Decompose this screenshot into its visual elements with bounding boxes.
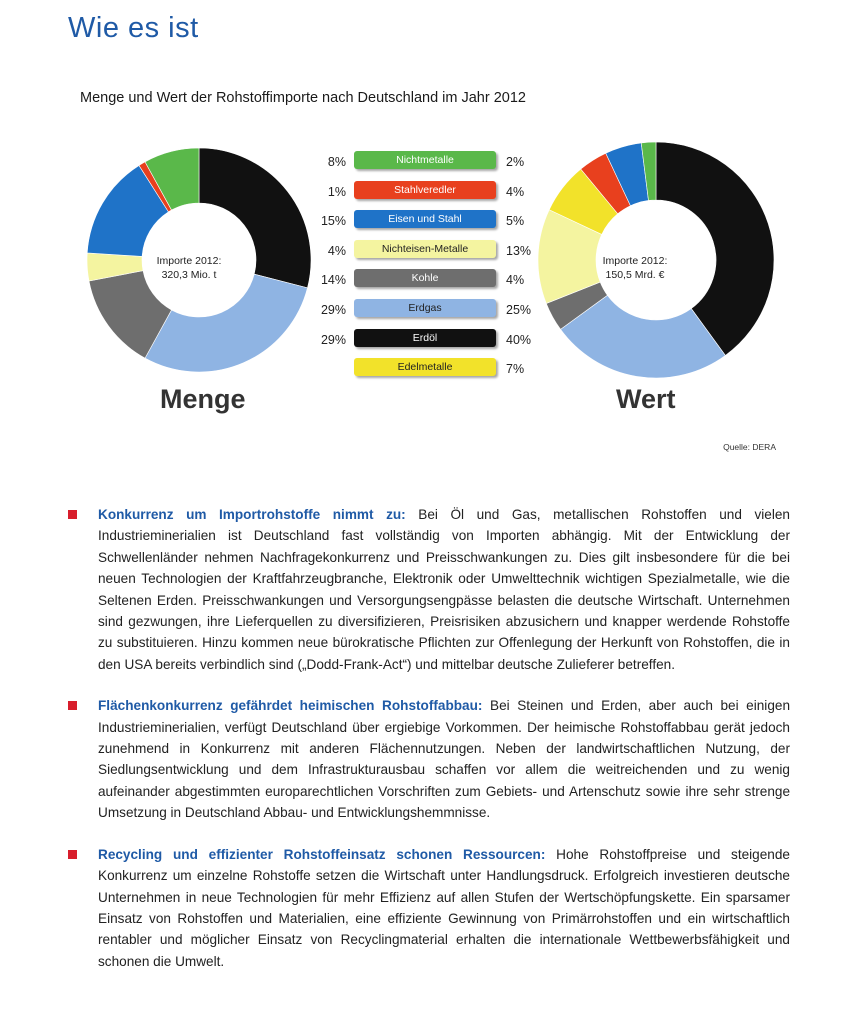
chart-panel (64, 80, 786, 455)
legend-percent-menge: 14% (320, 273, 346, 288)
donut-center-wert (570, 254, 700, 282)
legend-row (302, 298, 562, 328)
page-title: Wie es ist (68, 12, 199, 44)
center-line-1: Importe 2012: (602, 255, 668, 267)
center-line-1: Importe 2012: (156, 255, 222, 267)
legend-row (302, 357, 562, 387)
chart-legend (302, 150, 562, 387)
section-text (98, 504, 790, 675)
legend-percent-wert: 4% (506, 273, 525, 288)
legend-row (302, 209, 562, 239)
legend-percent-wert: 13% (506, 243, 532, 258)
bullet-square-icon (68, 701, 77, 710)
legend-row (302, 239, 562, 269)
donut-slice-menge-erdgas (145, 274, 307, 372)
legend-percent-menge: 15% (320, 214, 346, 229)
text-sections (68, 504, 790, 992)
section-importrohstoffe (68, 504, 790, 675)
legend-percent-wert: 2% (506, 155, 525, 169)
legend-bar: Nichteisen-Metalle (354, 240, 496, 258)
legend-percent-wert: 7% (506, 362, 525, 377)
section-text (98, 844, 790, 972)
legend-row (302, 180, 562, 210)
section-heading: Recycling und effizienter Rohstoffeinsatz schonen Ressourcen: (98, 846, 546, 862)
section-body: Hohe Rohstoffpreise und steigende Konkurrenz um einzelne Rohstoffe setzen die Wirtschaft unter Handlungsdruck. Erfolgreich investieren deutsche Unternehmen in neue Technologien für mehr Effizienz auf allen Stufen der Wertschöpfungskette. Ein sparsamer Einsatz von Rohstoffen und Materialien, eine effiziente Gewinnung von Primärrohstoffen und ein wirtschaftlich rentabler und möglicher Einsatz von Recyclingmaterial erhalten die internationale Wettbewerbsfähigkeit und schonen die Umwelt. (98, 846, 790, 969)
legend-percent-wert: 5% (506, 214, 525, 229)
legend-bar: Stahlveredler (354, 181, 496, 199)
section-flaechenkonkurrenz (68, 695, 790, 823)
bullet-square-icon (68, 510, 77, 519)
legend-bar: Erdgas (354, 299, 496, 317)
bullet-square-icon (68, 850, 77, 859)
legend-bar: Kohle (354, 269, 496, 287)
center-line-2: 150,5 Mrd. € (605, 269, 665, 281)
section-heading: Konkurrenz um Importrohstoffe nimmt zu: (98, 507, 406, 522)
legend-percent-wert: 40% (506, 332, 532, 347)
legend-bar: Edelmetalle (354, 358, 496, 376)
section-body: Bei Öl und Gas, metallischen Rohstoffen und vielen Industrieminerialien ist Deutschland fast vollständig von Importen abhängig. Mit der Entwicklung der Schwellenländer nehmen Nachfragekonkurrenz und Preisschwankungen zu. Dies gilt insbesondere für die bei neuen Technologien der Kraftfahrzeugbranche, Elektronik oder Umwelttechnik wichtigen Spezialmetalle, wie die Seltenen Erden. Preisschwankungen und Versorgungsengpässe belasten die deutsche Wirtschaft. Unternehmen sind gezwungen, ihre Lieferquellen zu diversifizieren, Preisrisiken abzusichern und knapper werdende Rohstoffe zu substituieren. Hinzu kommen neue bürokratische Pflichten zur Offenlegung der Herkunft von Rohstoffen, die in den USA bereits verbindlich sind („Dodd-Frank-Act“) und mittelbar deutsche Zulieferer betreffen. (98, 507, 790, 672)
legend-bar: Eisen und Stahl (354, 210, 496, 228)
legend-row (302, 328, 562, 358)
legend-percent-menge: 29% (320, 302, 346, 317)
legend-percent-menge: 29% (320, 332, 346, 347)
legend-bar: Erdöl (354, 329, 496, 347)
donut-center-menge (124, 254, 254, 282)
section-text (98, 695, 790, 823)
chart-title: Menge und Wert der Rohstoffimporte nach Deutschland im Jahr 2012 (80, 90, 526, 106)
legend-percent-menge: 4% (327, 243, 346, 258)
section-body: Bei Steinen und Erden, aber auch bei einigen Industrieminerialien, verfügt Deutschland über ergiebige Vorkommen. Der heimische Rohstoffabbau gerät jedoch zunehmend in Konkurrenz mit anderen Flächennutzungen. Neben der landwirtschaftlichen Nutzung, der Siedlungsentwicklung und dem Infrastrukturausbau schaffen vor allem die weitreichenden und zu wenig aufeinander abgestimmten europarechtlichen Vorschriften zum Gebiets- und Artenschutz sowie ihre sehr strenge Umsetzung in Deutschland Abbau- und Entwicklungshemmnisse. (98, 698, 790, 821)
section-recycling (68, 844, 790, 972)
chart-source: Quelle: DERA (723, 442, 776, 452)
donut-label-menge: Menge (160, 384, 246, 414)
legend-percent-menge: 8% (327, 155, 346, 169)
center-line-2: 320,3 Mio. t (161, 269, 217, 281)
legend-percent-menge: 1% (327, 184, 346, 199)
legend-row (302, 150, 562, 180)
section-heading: Flächenkonkurrenz gefährdet heimischen Rohstoffabbau: (98, 698, 483, 714)
legend-percent-wert: 25% (506, 302, 532, 317)
legend-percent-wert: 4% (506, 184, 525, 199)
legend-bar: Nichtmetalle (354, 151, 496, 169)
legend-row (302, 268, 562, 298)
donut-label-wert: Wert (616, 384, 676, 414)
